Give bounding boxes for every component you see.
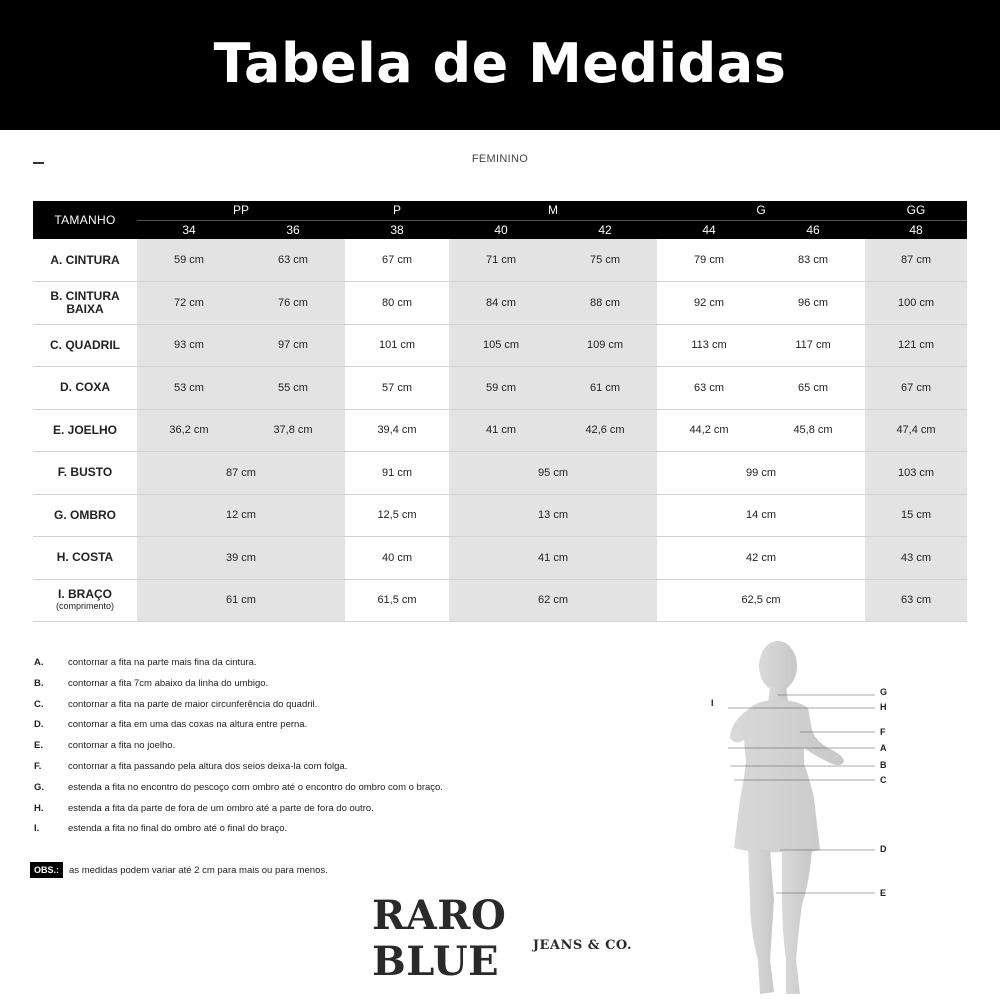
measurement-cell: 87 cm <box>137 452 345 495</box>
figure-label-b: B <box>880 760 887 770</box>
table-row <box>33 282 967 325</box>
note-key: F. <box>34 760 42 772</box>
row-label <box>33 282 137 325</box>
row-label <box>33 239 137 282</box>
figure-label-i: I <box>711 698 714 708</box>
measurement-cell: 59 cm <box>137 239 241 282</box>
measurement-cell: 76 cm <box>241 282 345 325</box>
size-group-header: P <box>345 201 449 220</box>
row-label <box>33 452 137 495</box>
note-key: H. <box>34 802 44 814</box>
measurement-cell: 57 cm <box>345 367 449 410</box>
measurement-cell: 105 cm <box>449 324 553 367</box>
note-item <box>34 740 554 761</box>
measurement-cell: 59 cm <box>449 367 553 410</box>
size-number-header: 46 <box>761 220 865 239</box>
note-text: estenda a fita no encontro do pescoço com ombro até o encontro do ombro com o braço. <box>68 781 443 793</box>
measurement-cell: 71 cm <box>449 239 553 282</box>
figure-label-g: G <box>880 687 888 697</box>
table-corner-header: TAMANHO <box>33 201 137 239</box>
measurement-cell: 121 cm <box>865 324 967 367</box>
size-number-header: 48 <box>865 220 967 239</box>
measurement-cell: 13 cm <box>449 494 657 537</box>
measurement-cell: 44,2 cm <box>657 409 761 452</box>
note-text: contornar a fita na parte mais fina da cintura. <box>68 657 257 668</box>
row-label <box>33 494 137 537</box>
note-item <box>34 699 554 720</box>
female-silhouette <box>700 630 900 1000</box>
size-number-header: 44 <box>657 220 761 239</box>
measurement-cell: 14 cm <box>657 494 865 537</box>
row-label-text: C. QUADRIL <box>50 337 120 352</box>
figure-label-h: H <box>880 702 887 712</box>
row-label <box>33 409 137 452</box>
measurement-cell: 83 cm <box>761 239 865 282</box>
row-label-text: B. CINTURA BAIXA <box>50 288 120 316</box>
note-key: I. <box>34 823 40 835</box>
note-item <box>34 719 554 740</box>
note-key: D. <box>34 719 44 731</box>
section-label: FEMININO <box>471 153 529 165</box>
obs-note <box>30 862 328 878</box>
measurement-cell: 61,5 cm <box>345 579 449 622</box>
measurement-cell: 93 cm <box>137 324 241 367</box>
note-text: contornar a fita no joelho. <box>68 740 176 752</box>
measurement-cell: 45,8 cm <box>761 409 865 452</box>
row-label <box>33 324 137 367</box>
measurement-cell: 72 cm <box>137 282 241 325</box>
table-row <box>33 537 967 580</box>
measurement-cell: 113 cm <box>657 324 761 367</box>
measurement-cell: 62,5 cm <box>657 579 865 622</box>
figure-label-d: D <box>880 844 887 854</box>
measurement-cell: 67 cm <box>865 367 967 410</box>
note-key: C. <box>34 698 44 710</box>
size-number-header: 38 <box>345 220 449 239</box>
row-label-text: D. COXA <box>59 380 110 395</box>
measurement-cell: 79 cm <box>657 239 761 282</box>
measurement-cell: 99 cm <box>657 452 865 495</box>
table-row <box>33 579 967 622</box>
measurement-cell: 12,5 cm <box>345 494 449 537</box>
row-label-text: I. BRAÇO <box>58 587 112 602</box>
row-label <box>33 579 137 622</box>
measurement-cell: 36,2 cm <box>137 409 241 452</box>
measurement-cell: 12 cm <box>137 494 345 537</box>
measurement-cell: 100 cm <box>865 282 967 325</box>
measurement-cell: 47,4 cm <box>865 409 967 452</box>
measurement-cell: 117 cm <box>761 324 865 367</box>
measurement-cell: 75 cm <box>553 239 657 282</box>
measurement-cell: 15 cm <box>865 494 967 537</box>
measurement-cell: 53 cm <box>137 367 241 410</box>
note-key: A. <box>34 657 44 668</box>
measurement-cell: 84 cm <box>449 282 553 325</box>
row-label <box>33 537 137 580</box>
obs-text: as medidas podem variar até 2 cm para mais ou para menos. <box>69 864 328 876</box>
measurement-cell: 41 cm <box>449 537 657 580</box>
measurement-cell: 103 cm <box>865 452 967 495</box>
size-group-header: G <box>657 201 865 220</box>
measurement-cell: 43 cm <box>865 537 967 580</box>
measurement-cell: 61 cm <box>553 367 657 410</box>
obs-tag: OBS.: <box>30 862 63 878</box>
table-row <box>33 239 967 282</box>
note-item <box>34 761 554 782</box>
measurement-notes <box>34 657 554 844</box>
row-label-text: G. OMBRO <box>54 507 116 522</box>
row-label-text: E. JOELHO <box>52 422 117 437</box>
measurement-cell: 40 cm <box>345 537 449 580</box>
measurement-cell: 63 cm <box>865 579 967 622</box>
note-key: G. <box>34 781 45 793</box>
measurement-cell: 61 cm <box>137 579 345 622</box>
body-figure-diagram <box>700 630 900 1000</box>
measurement-cell: 42,6 cm <box>553 409 657 452</box>
size-number-header: 40 <box>449 220 553 239</box>
measurement-cell: 67 cm <box>345 239 449 282</box>
table-row <box>33 494 967 537</box>
table-row <box>33 409 967 452</box>
note-text: contornar a fita em uma das coxas na altura entre perna. <box>68 719 308 731</box>
measurement-cell: 92 cm <box>657 282 761 325</box>
size-group-header: PP <box>137 201 345 220</box>
row-label-text: H. COSTA <box>56 550 114 565</box>
measurement-cell: 39 cm <box>137 537 345 580</box>
measurement-cell: 37,8 cm <box>241 409 345 452</box>
measurement-cell: 62 cm <box>449 579 657 622</box>
note-text: contornar a fita na parte de maior circunferência do quadril. <box>68 698 318 710</box>
table-row <box>33 324 967 367</box>
note-item <box>34 803 554 824</box>
measurement-cell: 42 cm <box>657 537 865 580</box>
table-row <box>33 452 967 495</box>
measurement-cell: 97 cm <box>241 324 345 367</box>
measurement-cell: 87 cm <box>865 239 967 282</box>
brand-tagline: JEANS & CO. <box>532 938 632 953</box>
note-item <box>34 657 554 678</box>
note-text: estenda a fita no final do ombro até o final do braço. <box>68 823 288 835</box>
figure-label-a: A <box>880 743 887 753</box>
size-group-header: M <box>449 201 657 220</box>
row-label-text: A. CINTURA <box>50 252 120 267</box>
measurement-cell: 41 cm <box>449 409 553 452</box>
measurement-cell: 88 cm <box>553 282 657 325</box>
size-number-header: 34 <box>137 220 241 239</box>
row-label-text: F. BUSTO <box>57 465 113 480</box>
size-table <box>33 201 967 622</box>
measurement-cell: 80 cm <box>345 282 449 325</box>
brand-name: RARO BLUE <box>372 892 507 985</box>
note-key: B. <box>34 677 44 689</box>
note-key: E. <box>34 740 43 752</box>
measurement-cell: 39,4 cm <box>345 409 449 452</box>
figure-label-f: F <box>880 727 886 737</box>
page-title: Tabela de Medidas <box>213 31 787 95</box>
measurement-cell: 96 cm <box>761 282 865 325</box>
measurement-cell: 63 cm <box>657 367 761 410</box>
measurement-cell: 55 cm <box>241 367 345 410</box>
measurement-cell: 65 cm <box>761 367 865 410</box>
size-number-header: 36 <box>241 220 345 239</box>
note-text: contornar a fita 7cm abaixo da linha do umbigo. <box>68 677 269 689</box>
measurement-cell: 91 cm <box>345 452 449 495</box>
title-banner <box>0 0 1000 130</box>
measurement-cell: 95 cm <box>449 452 657 495</box>
note-text: contornar a fita passando pela altura dos seios deixa-la com folga. <box>68 760 348 772</box>
figure-label-e: E <box>880 888 887 898</box>
note-item <box>34 678 554 699</box>
table-row <box>33 367 967 410</box>
measurement-cell: 63 cm <box>241 239 345 282</box>
size-number-header: 42 <box>553 220 657 239</box>
measurement-cell: 109 cm <box>553 324 657 367</box>
row-sublabel: (comprimento) <box>55 601 114 612</box>
note-item <box>34 782 554 803</box>
size-group-header: GG <box>865 201 967 220</box>
note-text: estenda a fita da parte de fora de um ombro até a parte de fora do outro. <box>68 802 374 814</box>
figure-label-c: C <box>880 775 887 785</box>
row-label <box>33 367 137 410</box>
note-item <box>34 823 554 844</box>
brand-logo <box>372 893 632 985</box>
measurement-cell: 101 cm <box>345 324 449 367</box>
